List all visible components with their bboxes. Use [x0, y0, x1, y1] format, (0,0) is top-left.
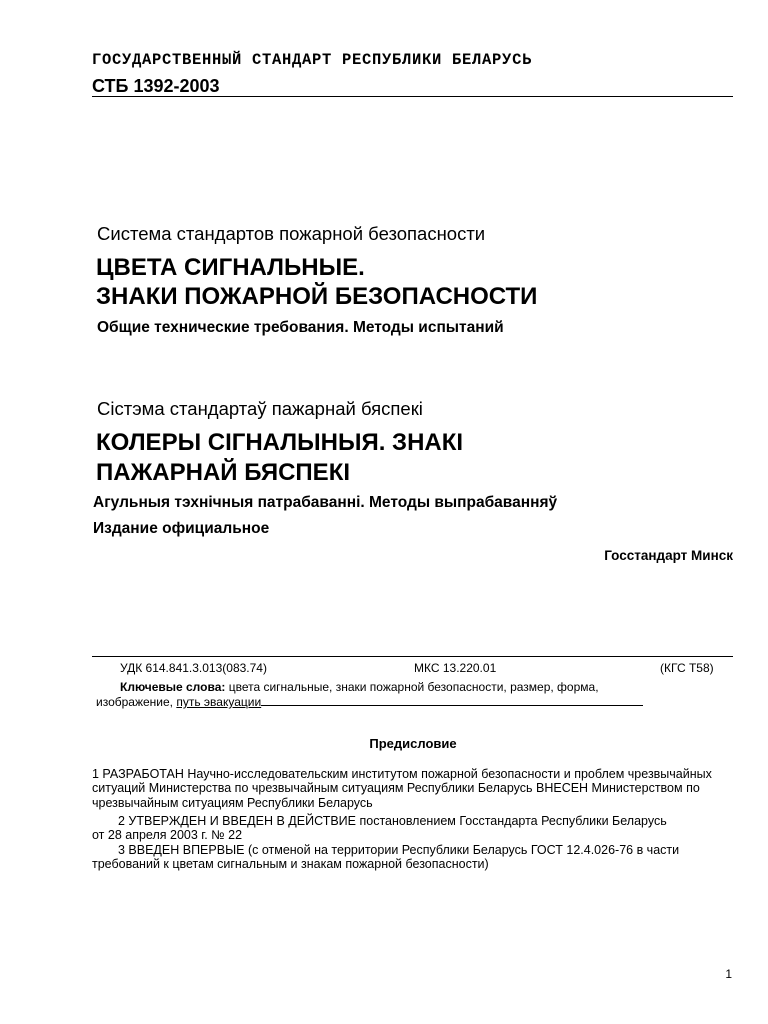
keywords-label: Ключевые слова: [120, 680, 226, 694]
udk-code: УДК 614.841.3.013(083.74) [120, 661, 267, 675]
foreword-item-2-line1: 2 УТВЕРЖДЕН И ВВЕДЕН В ДЕЙСТВИЕ постановлением Госстандарта Республики Беларусь [118, 814, 667, 828]
keywords-last: путь эвакуации [176, 695, 262, 709]
main-title-by-line2: ПАЖАРНАЙ БЯСПЕКІ [96, 459, 351, 486]
foreword-item-3-text: 3 ВВЕДЕН ВПЕРВЫЕ (с отменой на территории Республики Беларусь ГОСТ 12.4.026-76 в части требований к цветам сигнальным и знакам пожарной безопасности) [92, 843, 680, 872]
keywords-text-cont: изображение, [96, 695, 177, 709]
foreword-item-3 [92, 843, 732, 872]
header-divider [92, 96, 733, 97]
foreword-item-2-line2: от 28 апреля 2003 г. № 22 [92, 828, 243, 843]
page-number: 1 [725, 967, 732, 981]
kgs-code: (КГС Т58) [660, 661, 714, 675]
foreword-item-2 [92, 814, 732, 843]
foreword-title: Предисловие [369, 736, 457, 751]
keywords-line1 [120, 680, 599, 694]
subtitle-ru: Общие технические требования. Методы испытаний [97, 319, 504, 336]
main-title-by-line1: КОЛЕРЫ СІГНАЛЫНЫЯ. ЗНАКІ [96, 429, 464, 456]
subtitle-by: Агульныя тэхнічныя патрабаванні. Методы выпрабаванняў [93, 494, 558, 511]
foreword-item-1: 1 РАЗРАБОТАН Научно-исследовательским институтом пожарной безопасности и проблем чрезвычайных ситуаций Министерства по чрезвычайным ситуациям Республики Беларусь ВНЕСЕН Министерством по чрезвычайным ситуациям Республики Беларусь [92, 767, 712, 810]
edition-note: Издание официальное [93, 520, 270, 537]
main-title-ru-line2: ЗНАКИ ПОЖАРНОЙ БЕЗОПАСНОСТИ [96, 283, 538, 310]
standard-code: СТБ 1392-2003 [92, 76, 220, 96]
mks-code: МКС 13.220.01 [414, 661, 497, 675]
main-title-ru-line1: ЦВЕТА СИГНАЛЬНЫЕ. [96, 254, 365, 281]
system-title-by: Сістэма стандартаў пажарнай бяспекі [97, 398, 423, 419]
keywords-text: цвета сигнальные, знаки пожарной безопасности, размер, форма, [225, 680, 599, 694]
keywords-fill-line [261, 694, 643, 706]
publisher: Госстандарт Минск [604, 548, 733, 563]
standard-header-title: ГОСУДАРСТВЕННЫЙ СТАНДАРТ РЕСПУБЛИКИ БЕЛАРУСЬ [92, 51, 533, 69]
keywords-line2 [96, 694, 643, 709]
system-title-ru: Система стандартов пожарной безопасности [97, 223, 486, 244]
classification-divider [92, 656, 733, 657]
